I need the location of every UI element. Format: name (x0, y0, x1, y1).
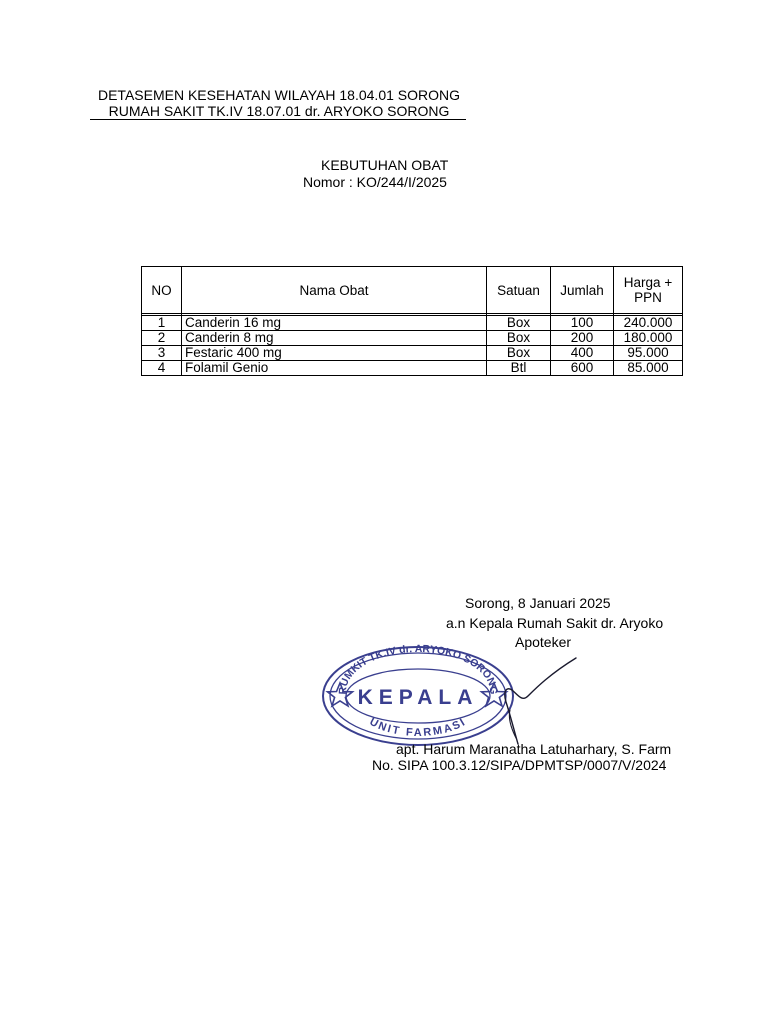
signature-role: Apoteker (515, 634, 572, 650)
table-row (142, 361, 683, 376)
signature-place-date: Sorong, 8 Januari 2025 (465, 595, 611, 611)
cell-satuan: Box (487, 331, 551, 346)
table-row (142, 316, 683, 331)
col-header-jumlah: Jumlah (551, 267, 614, 314)
stamp-center-text: KEPALA (357, 686, 479, 709)
document-title: KEBUTUHAN OBAT (321, 157, 449, 173)
cell-no: 2 (142, 331, 182, 346)
cell-jumlah: 200 (551, 331, 614, 346)
cell-harga: 180.000 (614, 331, 683, 346)
cell-nama-obat: Folamil Genio (182, 361, 487, 376)
cell-no: 3 (142, 346, 182, 361)
cell-jumlah: 600 (551, 361, 614, 376)
medicine-table (141, 266, 683, 376)
col-header-no: NO (142, 267, 182, 314)
cell-harga: 240.000 (614, 316, 683, 331)
header-underline (90, 119, 466, 120)
col-header-harga-line2: PPN (634, 290, 662, 305)
col-header-harga-line1: Harga + (623, 275, 673, 290)
signature-on-behalf: a.n Kepala Rumah Sakit dr. Aryoko (446, 615, 664, 631)
table-row (142, 331, 683, 346)
cell-satuan: Box (487, 316, 551, 331)
signature-sipa: No. SIPA 100.3.12/SIPA/DPMTSP/0007/V/2024 (372, 757, 667, 773)
stamp-top-text: RUMKIT TK.IV dr. ARYOKO SORONG (336, 642, 500, 695)
handwritten-signature (470, 652, 580, 748)
table-row (142, 346, 683, 361)
cell-nama-obat: Canderin 8 mg (182, 331, 487, 346)
col-header-satuan: Satuan (487, 267, 551, 314)
table-header-row (142, 267, 683, 314)
col-header-nama-obat: Nama Obat (182, 267, 487, 314)
cell-satuan: Btl (487, 361, 551, 376)
cell-no: 1 (142, 316, 182, 331)
cell-jumlah: 400 (551, 346, 614, 361)
header-line-2: RUMAH SAKIT TK.IV 18.07.01 dr. ARYOKO SORONG (108, 103, 450, 119)
cell-jumlah: 100 (551, 316, 614, 331)
cell-nama-obat: Canderin 16 mg (182, 316, 487, 331)
col-header-harga-ppn (614, 267, 683, 314)
document-number: Nomor : KO/244/I/2025 (303, 174, 447, 190)
header-line-1: DETASEMEN KESEHATAN WILAYAH 18.04.01 SORONG (97, 87, 461, 103)
signature-name: apt. Harum Maranatha Latuharhary, S. Farm (396, 741, 672, 757)
cell-harga: 85.000 (614, 361, 683, 376)
stamp-bottom-text: UNIT FARMASI (367, 715, 469, 739)
cell-nama-obat: Festaric 400 mg (182, 346, 487, 361)
cell-satuan: Box (487, 346, 551, 361)
cell-harga: 95.000 (614, 346, 683, 361)
cell-no: 4 (142, 361, 182, 376)
